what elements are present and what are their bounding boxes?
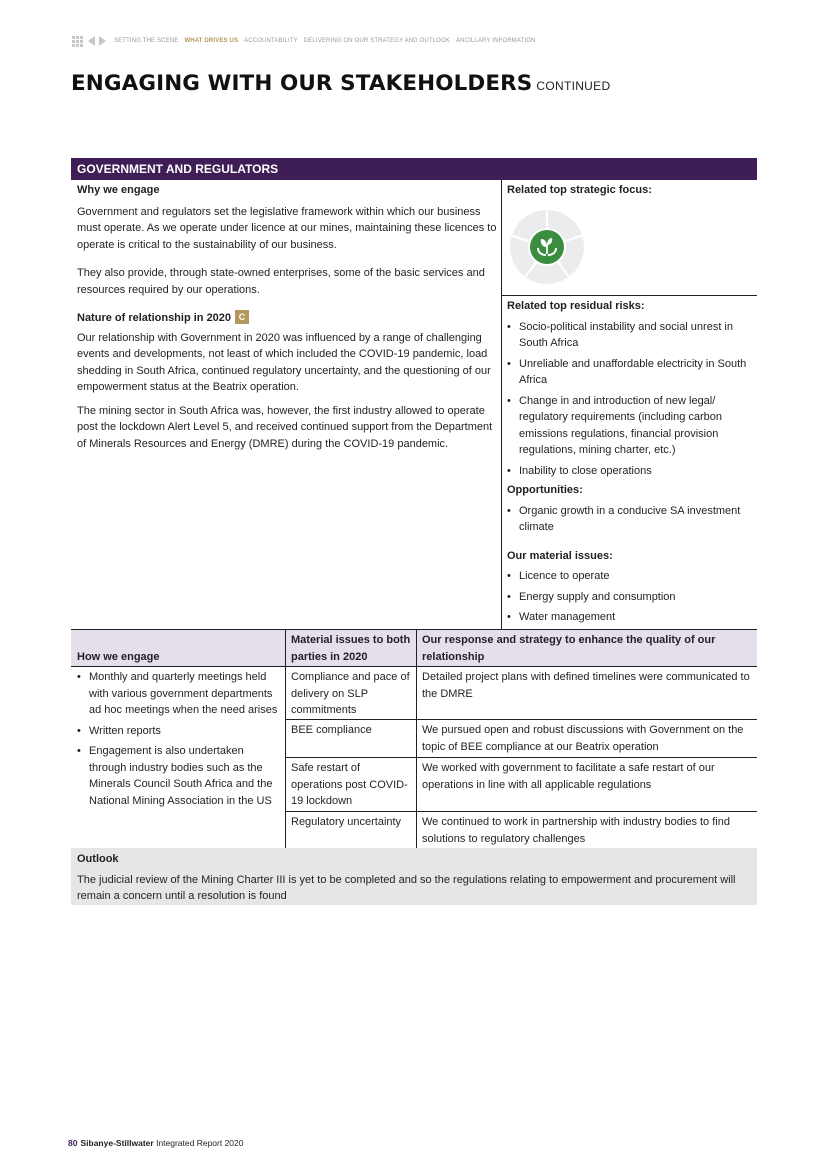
strategic-focus-wheel-icon: [507, 207, 587, 287]
nature-paragraph-1: Our relationship with Government in 2020 was influenced by a range of challenging events and developments, not least of which included the COVID-19 pandemic, load shedding in South Africa, continued regulatory uncertainty, and the questioning of our empowerment status at the Beatrix operation.: [77, 331, 491, 393]
list-item: • Licence to operate: [507, 568, 755, 585]
footer-report: Integrated Report 2020: [156, 1138, 244, 1148]
why-paragraph-2: They also provide, through state-owned enterprises, some of the basic services and resources required by our operations.: [77, 267, 485, 296]
table-row-rule: [285, 811, 757, 812]
table-row-response: We worked with government to facilitate a safe restart of our operations in line with all applicable regulations: [422, 762, 715, 791]
left-column: [77, 182, 497, 452]
nature-heading-text: Nature of relationship in 2020: [77, 312, 232, 324]
table-row-issue: Compliance and pace of delivery on SLP commitments: [291, 671, 410, 716]
nature-heading: [77, 310, 497, 327]
material-heading: Our material issues:: [507, 549, 613, 562]
list-item: • Socio-political instability and social unrest in South Africa: [507, 319, 755, 352]
previous-page-icon[interactable]: [88, 36, 95, 46]
table-row-issue: BEE compliance: [291, 724, 372, 736]
outlook-heading: Outlook: [77, 853, 119, 865]
outlook-text: The judicial review of the Mining Charter III is yet to be completed and so the regulations relating to empowerment and procurement will remain a concern until a resolution is found: [77, 873, 736, 902]
table-row-rule: [285, 719, 757, 720]
table-col-divider-1: [285, 629, 286, 848]
nature-paragraph-2: The mining sector in South Africa was, however, the first industry allowed to operate post the lockdown Alert Level 5, and received continued support from the Department of Minerals Resources and Energy (DMRE) during the COVID-19 pandemic.: [77, 404, 493, 450]
focus-block: [507, 182, 753, 199]
list-item: • Energy supply and consumption: [507, 589, 755, 606]
list-item: • Organic growth in a conducive SA investment climate: [507, 503, 755, 536]
page-footer: [68, 1135, 244, 1152]
footer-brand: Sibanye-Stillwater: [80, 1138, 154, 1148]
page-title: [71, 71, 611, 96]
page-title-continued: CONTINUED: [536, 79, 611, 93]
list-item: • Engagement is also undertaken through industry bodies such as the Minerals Council South Africa and the National Mining Association in the US: [77, 743, 283, 809]
section-nav: [72, 35, 541, 47]
table-header-response: Our response and strategy to enhance the quality of our relationship: [422, 634, 716, 663]
list-item: • Unreliable and unaffordable electricity in South Africa: [507, 356, 755, 389]
risks-block: [507, 298, 755, 626]
material-list: [507, 568, 755, 626]
table-col-divider-2: [416, 629, 417, 848]
capital-badge: C: [235, 310, 249, 324]
opportunities-list: [507, 503, 755, 536]
table-header-how: How we engage: [77, 651, 160, 663]
nav-ancillary-information[interactable]: ANCILLARY INFORMATION: [455, 37, 536, 44]
focus-heading: Related top strategic focus:: [507, 184, 652, 196]
section-heading-bar: GOVERNMENT AND REGULATORS: [71, 158, 757, 180]
next-page-icon[interactable]: [99, 36, 106, 46]
risks-heading: Related top residual risks:: [507, 300, 645, 312]
table-row-issue: Regulatory uncertainty: [291, 816, 402, 828]
why-paragraph-1: Government and regulators set the legislative framework within which our business must operate. As we operate under licence at our mines, maintaining these licences to operate is critical to the sustainability of our business.: [77, 205, 497, 251]
table-row-response: We pursued open and robust discussions with Government on the topic of BEE compliance at our Beatrix operation: [422, 724, 744, 753]
nav-delivering-strategy[interactable]: DELIVERING ON OUR STRATEGY AND OUTLOOK: [303, 37, 450, 44]
list-item: • Monthly and quarterly meetings held with various government departments ad hoc meetings when the need arises: [77, 669, 283, 719]
table-row-rule: [285, 757, 757, 758]
table-row-response: We continued to work in partnership with industry bodies to find solutions to regulatory challenges: [422, 816, 730, 845]
table-header-issues: Material issues to both parties in 2020: [291, 634, 411, 663]
how-we-engage-list: [77, 669, 283, 809]
outlook-box: [71, 848, 757, 905]
page-number: 80: [68, 1138, 78, 1148]
table-top-rule: [71, 629, 757, 630]
list-item: • Change in and introduction of new legal/ regulatory requirements (including carbon emissions regulations, financial provision regulations, mining charter, etc.): [507, 393, 755, 459]
focus-divider: [501, 295, 757, 296]
how-we-engage-cell: [77, 669, 283, 809]
opportunities-heading: Opportunities:: [507, 484, 583, 496]
risks-list: [507, 319, 755, 480]
nav-what-drives-us[interactable]: WHAT DRIVES US: [184, 37, 239, 44]
table-row-issue: Safe restart of operations post COVID-19 lockdown: [291, 762, 408, 807]
grid-menu-icon[interactable]: [72, 36, 83, 47]
nav-accountability[interactable]: ACCOUNTABILITY: [244, 37, 298, 44]
table-row-response: Detailed project plans with defined timelines were communicated to the DMRE: [422, 671, 750, 700]
column-divider: [501, 180, 502, 629]
list-item: • Water management: [507, 609, 755, 626]
list-item: • Inability to close operations: [507, 463, 755, 480]
table-header-rule: [71, 666, 757, 667]
page-title-main: ENGAGING WITH OUR STAKEHOLDERS: [71, 71, 533, 96]
why-heading: Why we engage: [77, 184, 160, 196]
nav-setting-the-scene[interactable]: SETTING THE SCENE: [114, 37, 179, 44]
list-item: • Written reports: [77, 723, 283, 740]
